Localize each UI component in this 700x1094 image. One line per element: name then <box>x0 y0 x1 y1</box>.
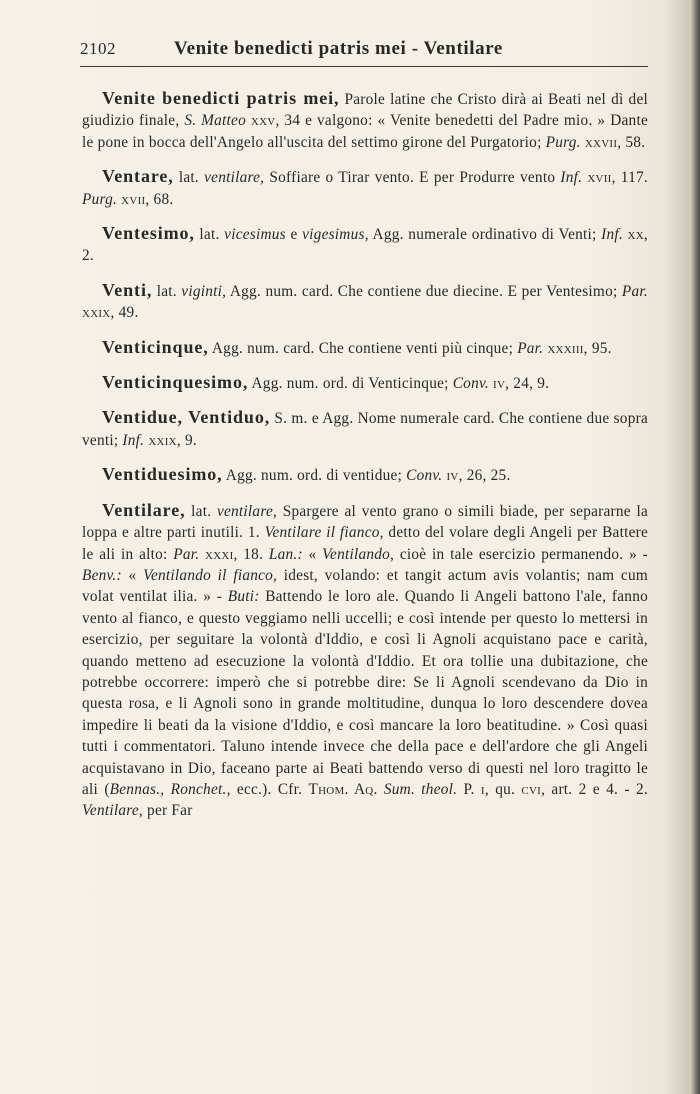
page-header <box>80 38 648 67</box>
small-caps-numeral: xxv <box>246 112 276 130</box>
italic-reference: ventilare, <box>204 169 265 187</box>
page-edge-shadow <box>690 0 700 1094</box>
italic-reference: Conv. <box>452 375 489 393</box>
italic-reference: Purg. <box>82 190 118 208</box>
italic-reference: Conv. <box>406 467 443 485</box>
italic-reference: S. Matteo <box>184 112 246 130</box>
small-caps-numeral: xxxiii <box>543 339 584 357</box>
italic-reference: Inf. <box>122 431 145 449</box>
entry-text: e <box>285 226 303 244</box>
dictionary-entry <box>82 166 648 210</box>
italic-reference: vigesimus, <box>302 226 369 244</box>
entry-text: , 2. <box>82 226 648 265</box>
italic-reference: Sum. theol. <box>383 780 458 798</box>
entry-text: Battendo le loro ale. Quando li Angeli battono l'ale, fanno vento al fianco, e questo veggiamo nelli uccelli; e così intende per questo lo mettersi in esercizio, per seguitare la volontà d'Iddio, e così li Agnoli acquistano pace e carità, quando metteno ad esecuzione la volontà d'Iddio. Et ora tollie una dubitazione, che potrebbe occorrere: imperò che si potrebbe dire: Se li Agnoli scendevano da Dio in questa rosa, e li Agnoli sono in grande moltitudine, dunqua lo loro descendere dovea impedire li beati da la visione d'Iddio, e così mancare la loro beatitudine. » Così quasi tutti i commentatori. Taluno intende invece che della pace e dell'ardore che gli Angeli acquistavano in Dio, faceano parte ai Beati battendo verso di questi nel loro tragitto le ali ( <box>82 588 648 798</box>
small-caps-numeral: cvi <box>521 780 542 798</box>
entry-text: detto del volare degli Angeli per Battere le ali in alto: <box>82 524 648 563</box>
entry-text: , art. 2 e 4. - 2. <box>541 780 648 798</box>
entry-text: cioè in tale esercizio permanendo. » - <box>394 545 649 563</box>
page-number: 2102 <box>80 39 116 58</box>
dictionary-entry <box>82 500 648 822</box>
italic-reference: Par. <box>621 282 648 300</box>
entry-text: S. m. e Agg. Nome numerale card. Che contiene due sopra venti; <box>82 410 648 449</box>
entry-text: Agg. num. ord. di ventidue; <box>222 467 407 485</box>
entry-text: lat. <box>152 282 182 300</box>
entry-text: lat. <box>173 169 205 187</box>
italic-reference: Ventilare il fianco, <box>264 524 384 542</box>
entry-text: , 49. <box>110 304 139 322</box>
entry-headword: Venticinque, <box>102 336 209 357</box>
italic-reference: Ventilando, <box>322 545 395 563</box>
italic-reference: Ventilare, <box>82 802 143 820</box>
entry-text: , 117. <box>611 169 648 187</box>
italic-reference: Lan.: <box>268 545 303 563</box>
entry-text: , 24, 9. <box>505 375 550 393</box>
entry-text: Agg. numerale ordinativo di Venti; <box>368 226 602 244</box>
entry-text: , 58. <box>617 133 646 151</box>
small-caps-numeral: xxix <box>82 304 111 322</box>
italic-reference: Bennas., Ronchet., <box>109 780 231 798</box>
dictionary-entry <box>82 337 648 359</box>
entry-text: , 9. <box>176 431 197 449</box>
dictionary-entries <box>82 88 648 835</box>
entry-text: per Far <box>142 802 193 820</box>
italic-reference: vicesimus <box>224 226 286 244</box>
entry-text: Agg. num. card. Che contiene venti più cinque; <box>208 339 518 357</box>
small-caps-numeral: iv <box>488 375 506 393</box>
entry-text: , qu. <box>484 780 522 798</box>
italic-reference: viginti, <box>181 282 227 300</box>
entry-text: Spargere al vento grano o simili biade, per separarne la loppa e altre parti inutili. 1. <box>82 502 649 542</box>
small-caps-numeral: xxvii <box>580 133 618 151</box>
entry-text: , 26, 25. <box>458 467 511 485</box>
dictionary-entry <box>82 223 648 267</box>
entry-headword: Ventidue, Ventiduo, <box>102 407 271 428</box>
small-caps-numeral: xvii <box>582 169 612 187</box>
entry-text: Agg. num. card. Che contiene due diecine. E per Ventesimo; <box>226 282 622 300</box>
entry-headword: Venticinquesimo, <box>102 372 249 393</box>
italic-reference: Benv.: <box>82 566 122 584</box>
small-caps-numeral: iv <box>442 467 459 485</box>
entry-text: lat. <box>185 502 217 520</box>
entry-headword: Ventilare, <box>102 499 186 520</box>
small-caps-numeral: xxix <box>144 431 177 449</box>
italic-reference: Inf. <box>560 169 583 187</box>
dictionary-entry <box>82 280 648 324</box>
italic-reference: Purg. <box>545 133 581 151</box>
italic-reference: Ventilando il fianco, <box>143 566 278 584</box>
entry-text: , 95. <box>583 339 612 357</box>
entry-text: Parole latine che Cristo dirà ai Beati nel dì del giudizio finale, <box>82 91 648 130</box>
italic-reference: Par. <box>517 339 544 357</box>
small-caps-numeral: Thom. Aq. <box>308 780 378 798</box>
entry-text: Soffiare o Tirar vento. E per Produrre vento <box>264 169 561 187</box>
dictionary-entry <box>82 464 648 486</box>
entry-headword: Ventare, <box>102 166 174 187</box>
italic-reference: Par. <box>173 545 200 563</box>
italic-reference: ventilare, <box>216 502 278 520</box>
small-caps-numeral: xx <box>622 226 644 244</box>
dictionary-entry <box>82 88 648 153</box>
entry-text: « <box>121 566 144 584</box>
entry-text: idest, volando: et tangit actum avis volantis; nam cum volat ventilat ilia. » - <box>82 566 649 606</box>
entry-text: , 34 e valgono: « Venite benedetti del Padre mio. » Dante le pone in bocca dell'Angelo all'uscita del settimo girone del Purgatorio; <box>82 112 648 151</box>
entry-text: « <box>302 545 323 563</box>
small-caps-numeral: xvii <box>117 190 146 208</box>
entry-headword: Venti, <box>102 279 153 300</box>
entry-headword: Ventiduesimo, <box>102 464 223 485</box>
entry-headword: Ventesimo, <box>102 223 195 244</box>
italic-reference: Buti: <box>227 588 260 606</box>
entry-text: ecc.). Cfr. <box>230 780 309 798</box>
entry-text: Agg. num. ord. di Venticinque; <box>248 375 453 393</box>
dictionary-entry <box>82 407 648 451</box>
small-caps-numeral: xxxi <box>199 545 234 563</box>
entry-text: lat. <box>194 226 225 244</box>
small-caps-numeral: i <box>480 780 485 798</box>
entry-text: , 68. <box>145 190 174 208</box>
italic-reference: Inf. <box>601 226 623 244</box>
entry-text: , 18. <box>233 545 269 563</box>
entry-text: P. <box>457 780 481 798</box>
dictionary-entry <box>82 372 648 394</box>
running-head: Venite benedicti patris mei - Ventilare <box>174 38 503 59</box>
entry-headword: Venite benedicti patris mei, <box>102 88 340 108</box>
